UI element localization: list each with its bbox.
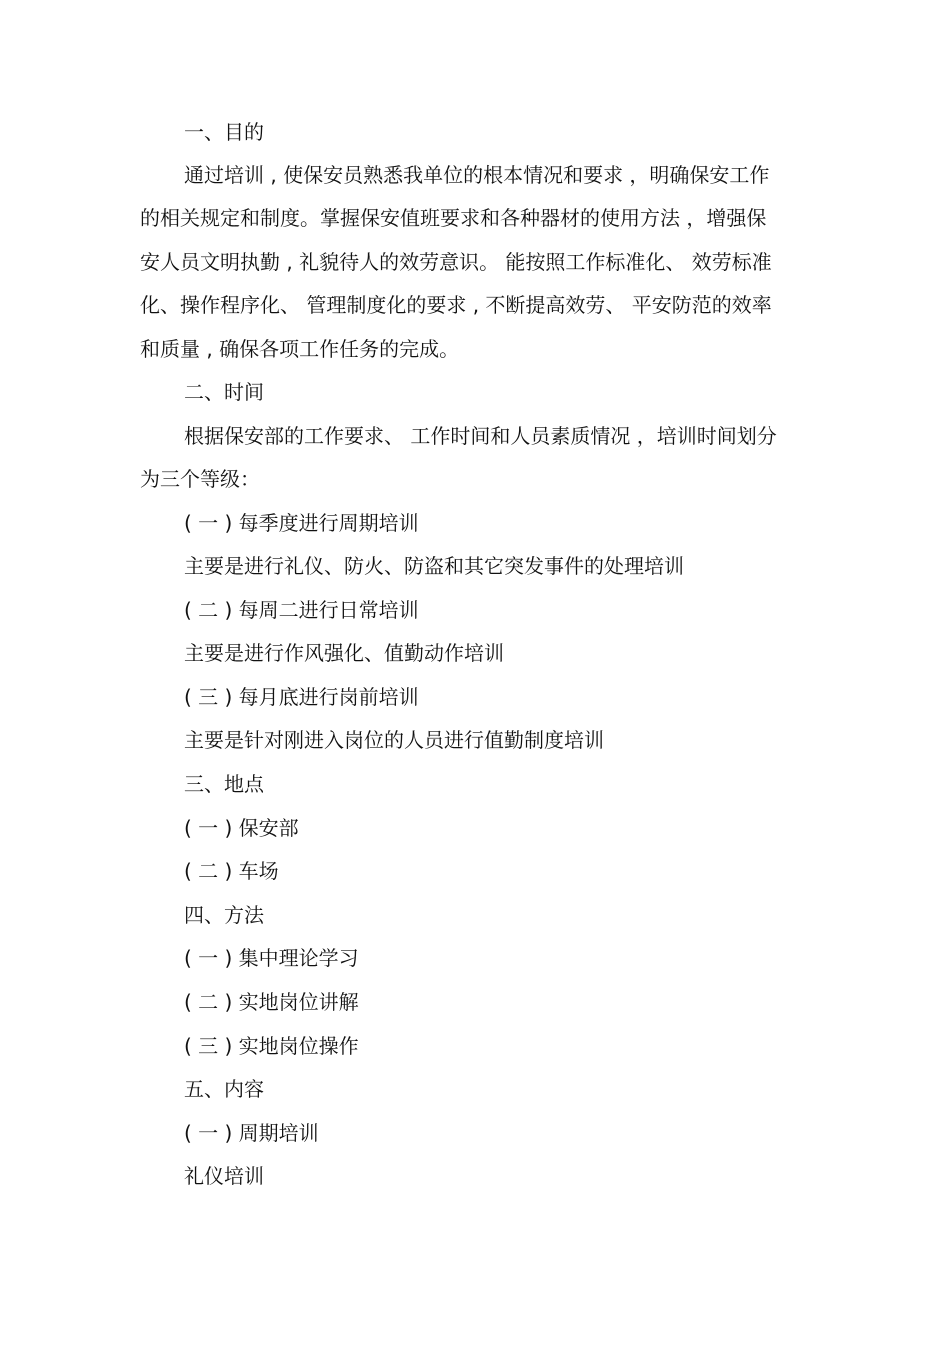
list-item: ( 一 ) 集中理论学习 (184, 946, 359, 970)
paragraph-line: 的相关规定和制度。掌握保安值班要求和各种器材的使用方法 ，增强保 (140, 206, 767, 230)
list-item: ( 二 ) 每周二进行日常培训 (184, 598, 419, 622)
list-item: ( 三 ) 每月底进行岗前培训 (184, 685, 419, 709)
paragraph-line: 和质量 , 确保各项工作任务的完成。 (140, 337, 460, 361)
paragraph-line: 通过培训 , 使保安员熟悉我单位的根本情况和要求 ，明确保安工作 (184, 163, 770, 187)
heading-content: 五、内容 (184, 1077, 264, 1101)
list-item-description: 礼仪培训 (184, 1164, 264, 1188)
heading-method: 四、方法 (184, 903, 264, 927)
list-item: ( 一 ) 每季度进行周期培训 (184, 511, 419, 535)
list-item-description: 主要是进行作风强化、值勤动作培训 (184, 641, 504, 665)
paragraph-line: 为三个等级： (140, 467, 260, 491)
paragraph-line: 安人员文明执勤 , 礼貌待人的效劳意识。 能按照工作标准化、 效劳标准 (140, 250, 772, 274)
list-item: ( 二 ) 实地岗位讲解 (184, 990, 359, 1014)
heading-purpose: 一、目的 (184, 120, 264, 144)
list-item-description: 主要是针对刚进入岗位的人员进行值勤制度培训 (184, 728, 604, 752)
list-item: ( 一 ) 周期培训 (184, 1121, 319, 1145)
list-item: ( 二 ) 车场 (184, 859, 279, 883)
heading-location: 三、地点 (184, 772, 264, 796)
paragraph-line: 根据保安部的工作要求、 工作时间和人员素质情况 ，培训时间划分 (184, 424, 777, 448)
list-item-description: 主要是进行礼仪、防火、防盗和其它突发事件的处理培训 (184, 554, 684, 578)
list-item: ( 一 ) 保安部 (184, 816, 299, 840)
heading-time: 二、时间 (184, 380, 264, 404)
list-item: ( 三 ) 实地岗位操作 (184, 1034, 359, 1058)
paragraph-line: 化、操作程序化、 管理制度化的要求 , 不断提高效劳、 平安防范的效率 (140, 293, 772, 317)
